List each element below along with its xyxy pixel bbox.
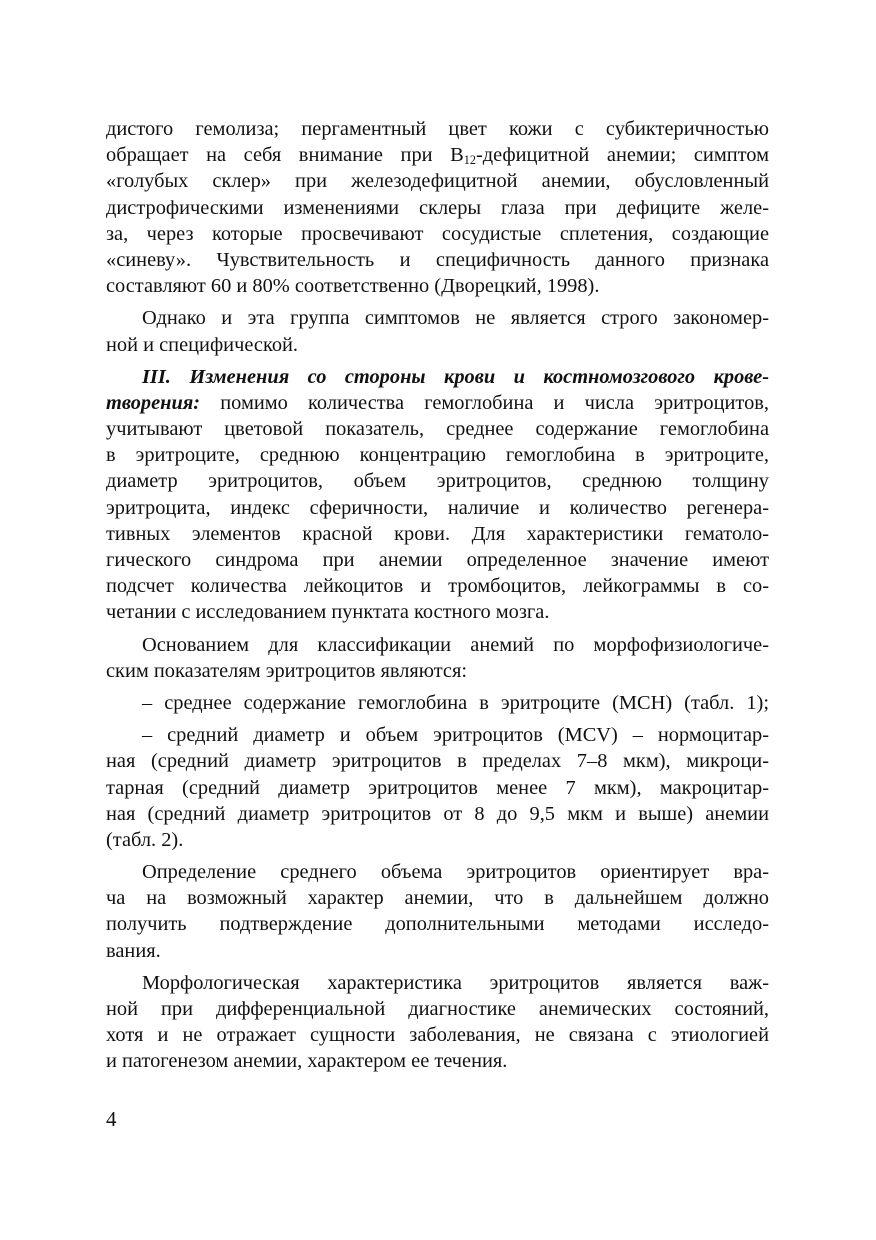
paragraph-1 [106, 116, 769, 299]
text-line: за, через которые просвечивают сосудистые сплетения, создающие [106, 222, 769, 245]
text-line: – средний диаметр и объем эритроцитов (MCV) – нормоцитар- [142, 724, 769, 747]
text-line: Определение среднего объема эритроцитов ориентирует вра- [142, 861, 769, 884]
text-line: ная (средний диаметр эритроцитов от 8 до 9,5 мкм и выше) анемии [106, 802, 769, 825]
text-line: дистого гемолиза; пергаментный цвет кожи с субиктеричностью [106, 118, 769, 140]
text-line: учитывают цветовой показатель, среднее содержание гемоглобина [106, 418, 769, 441]
text-line: тивных элементов красной крови. Для характеристики гематоло- [106, 522, 769, 545]
text-line: вания. [106, 939, 161, 962]
text-line: ная (средний диаметр эритроцитов в пределах 7–8 мкм), микроци- [106, 750, 769, 773]
text-line: ча на возможный характер анемии, что в дальнейшем должно [106, 887, 769, 910]
text-line: ским показателям эритроцитов являются: [106, 659, 468, 682]
text-line: и патогенезом анемии, характером ее течения. [106, 1050, 508, 1073]
text-line: тарная (средний диаметр эритроцитов менее 7 мкм), макроцитар- [106, 776, 769, 799]
subscript: 12 [463, 153, 476, 168]
list-item-1 [106, 690, 769, 716]
text-segment: -дефицитной анемии; симптом [475, 144, 769, 167]
paragraph-8 [106, 970, 769, 1075]
page-number: 4 [106, 1107, 117, 1131]
body-text [106, 116, 769, 1075]
text-line: Морфологическая характеристика эритроцитов является важ- [142, 971, 769, 994]
text-line: подсчет количества лейкоцитов и тромбоцитов, лейкограммы в со- [106, 575, 769, 598]
text-line: «голубых склер» при железодефицитной анемии, обусловленный [106, 170, 769, 193]
text-line: получить подтверждение дополнительными методами исследо- [106, 913, 769, 936]
text-segment: обращает на себя внимание при B [106, 144, 464, 167]
text-line: составляют 60 и 80% соответственно (Дворецкий, 1998). [106, 275, 600, 298]
text-line: ной при дифференциальной диагностике анемических состояний, [106, 998, 769, 1020]
paragraph-7 [106, 859, 769, 964]
text-line [106, 142, 769, 168]
text-line: Однако и эта группа симптомов не является строго закономер- [142, 307, 769, 330]
paragraph-3 [106, 364, 769, 626]
list-item-2 [106, 722, 769, 853]
text-line: хотя и не отражает сущности заболевания, не связана с этиологией [106, 1024, 769, 1047]
paragraph-4 [106, 632, 769, 684]
text-line: дистрофическими изменениями склеры глаза при дефиците желе- [106, 196, 769, 219]
text-segment: помимо количества гемоглобина и числа эритроцитов, [200, 391, 769, 414]
section-heading: III. Изменения со стороны крови и костномозгового крове- [142, 365, 769, 388]
section-heading-end: творения: [106, 391, 201, 414]
text-line [106, 390, 769, 416]
text-line: гического синдрома при анемии определенное значение имеют [106, 549, 769, 571]
text-line: (табл. 2). [106, 828, 184, 851]
text-line: четании с исследованием пунктата костного мозга. [106, 601, 550, 624]
text-line: диаметр эритроцитов, объем эритроцитов, среднюю толщину [106, 470, 769, 493]
text-line: – среднее содержание гемоглобина в эритроците (МСН) (табл. 1); [142, 691, 769, 714]
text-line: «синеву». Чувствительность и специфичность данного признака [106, 248, 769, 271]
text-line: Основанием для классификации анемий по морфофизиологиче- [142, 633, 769, 656]
text-line: в эритроците, среднюю концентрацию гемоглобина в эритроците, [106, 444, 769, 467]
text-line: эритроцита, индекс сферичности, наличие и количество регенера- [106, 496, 769, 519]
text-line: ной и специфической. [106, 333, 299, 356]
paragraph-2 [106, 305, 769, 357]
